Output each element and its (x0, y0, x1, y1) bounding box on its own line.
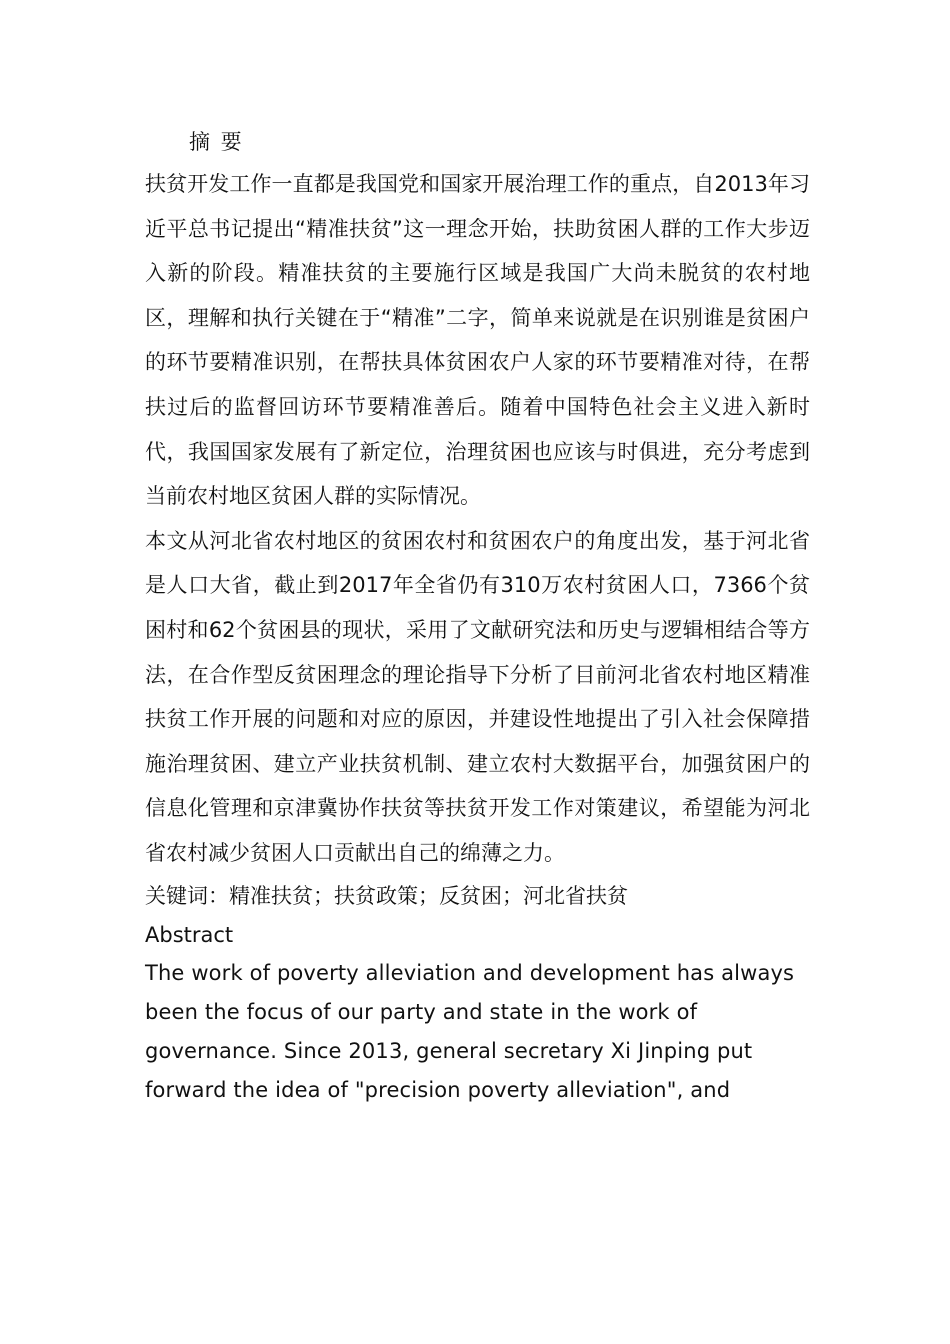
abstract-en-title: Abstract (145, 922, 234, 947)
abstract-cn-paragraph-2: 本文从河北省农村地区的贫困农村和贫困农户的角度出发，基于河北省是人口大省，截止到2017年全省仍有310万农村贫困人口，7366个贫困村和62个贫困县的现状，采用了文献研究法和历史与逻辑相结合等方法，在合作型反贫困理念的理论指导下分析了目前河北省农村地区精准扶贫工作开展的问题和对应的原因，并建设性地提出了引入社会保障措施治理贫困、建立产业扶贫机制、建立农村大数据平台，加强贫困户的信息化管理和京津冀协作扶贫等扶贫开发工作对策建议，希望能为河北省农村减少贫困人口贡献出自己的绵薄之力。 (145, 528, 810, 865)
abstract-cn-paragraph-1: 扶贫开发工作一直都是我国党和国家开展治理工作的重点，自2013年习近平总书记提出“精准扶贫”这一理念开始，扶助贫困人群的工作大步迈入新的阶段。精准扶贫的主要施行区域是我国广大尚未脱贫的农村地区，理解和执行关键在于“精准”二字，简单来说就是在识别谁是贫困户的环节要精准识别，在帮扶具体贫困农户人家的环节要精准对待，在帮扶过后的监督回访环节要精准善后。随着中国特色社会主义进入新时代，我国国家发展有了新定位，治理贫困也应该与时俱进，充分考虑到当前农村地区贫困人群的实际情况。 (145, 172, 810, 509)
abstract-content (145, 122, 810, 1110)
abstract-en-paragraph-1: The work of poverty alleviation and development has always been the focus of our party and state in the work of governance. Since 2013, general secretary Xi Jinping put forward the idea of "precision poverty alleviation", and (145, 960, 795, 1102)
abstract-cn-keywords: 关键词：精准扶贫；扶贫政策；反贫困；河北省扶贫 (145, 883, 628, 908)
abstract-cn-title: 摘 要 (189, 130, 244, 154)
